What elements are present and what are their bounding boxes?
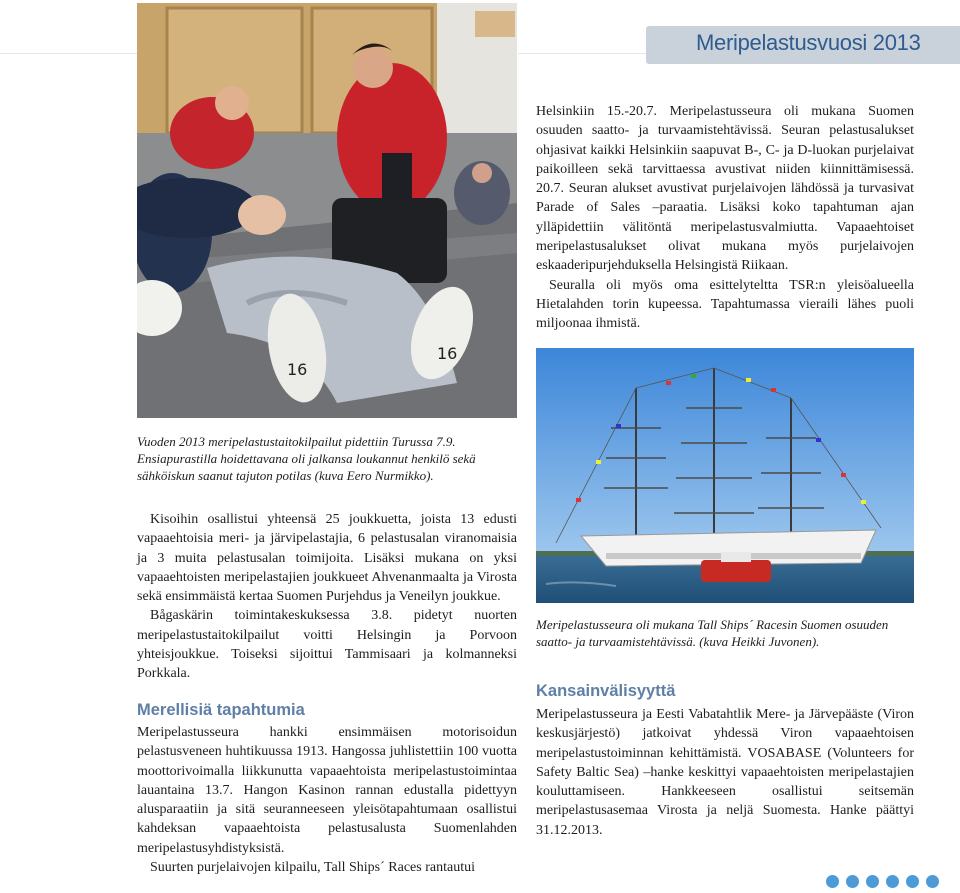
- top-right-paragraph-1: Helsinkiin 15.-20.7. Meripelastusseura oli mukana Suomen osuuden saatto- ja turvaamistehtävissä. Seuran pelastusalukset ohjasivat kaikki Helsinkiin saapuvat B-, C- ja D-luokan purjelaivat paikoilleen sekä tarvittaessa avustivat niiden kiinnittämisessä. 20.7. Seuran alukset avustivat purjelaivojen lähdössä ja turvasivat Parade of Sales –paraatia. Lisäksi koko tapahtuman ajan ylläpidettiin välitöntä meripelastusvalmiutta. Vapaaehtoiset meripelastusalukset olivat mukana myös purjelaivojen eskaaderipurjehduksella Helsingistä Riikaan.: [536, 104, 914, 274]
- international-text: [536, 705, 914, 840]
- photo-rescue-competition-image: [137, 3, 517, 418]
- shoe-number-right: 16: [437, 344, 458, 363]
- left-paragraph-1: Kisoihin osallistui yhteensä 25 joukkuetta, joista 13 edusti vapaaehtoisia meri- ja järvipelastajia, 6 pelastusalan viranomaisia ja 3 muita pelastusalan toimijoita. Lisäksi mukana on yksi vapaaehtoisten meripelastajien joukkueet Ahvenanmaalta ja Virosta sekä ensimmäistä kertaa Suomen Purjehdus ja Veneilyn joukkue.: [137, 512, 517, 605]
- photo-rescue-competition: [137, 3, 517, 418]
- top-rule: [0, 53, 137, 54]
- sea-events-paragraph-1: Meripelastusseura hankki ensimmäisen motorisoidun pelastusveneen huhtikuussa 1913. Hangossa juhlistettiin 100 vuotta moottorivoimalla liikkunutta vapaaehtoista meripelastustoimintaa lauantaina 13.7. Hangon Kasinon rannan edustalla pidettyyn alusparaatiin ja sitä seuranneeseen yleisötapahtumaan osallistui kahdeksan vapaaehtoista pelastusalusta Suomenlahden meripelastusyhdistyksistä.: [137, 725, 517, 856]
- dot: [906, 875, 919, 888]
- caption-left-text: Vuoden 2013 meripelastustaitokilpailut pidettiin Turussa 7.9. Ensiapurastilla hoidettavana oli jalkansa loukannut henkilö sekä sähköiskun saanut tajuton potilas (kuva Eero Nurmikko).: [137, 434, 476, 483]
- dot: [926, 875, 939, 888]
- sea-events-text: [137, 723, 517, 877]
- international-paragraph-1: Meripelastusseura ja Eesti Vabatahtlik Mere- ja Järvepääste (Viron keskusjärjestö) jatkoivat yhdessä Viron vapaaehtoisen meripelastustoiminnan kehittämistä. VOSABASE (Volunteers for Safety Baltic Sea) –hanke keskittyi vapaaehtoisten meripelastajien kouluttamiseen. Hankkeeseen osallistui seitsemän meripelastusasemaa Virosta ja neljä Suomesta. Hanke päättyi 31.12.2013.: [536, 707, 914, 838]
- heading-sea-events: Merellisiä tapahtumia: [137, 701, 305, 719]
- page-title: Meripelastusvuosi 2013: [696, 30, 921, 55]
- dot: [826, 875, 839, 888]
- top-right-paragraph-2: Seuralla oli myös oma esittelyteltta TSR:n yleisöalueella Hietalahden torin kupeessa. Tapahtumassa vieraili lähes puoli miljoonaa ihmistä.: [536, 277, 914, 332]
- decorative-dots: [826, 875, 939, 888]
- caption-right-text: Meripelastusseura oli mukana Tall Ships´ Racesin Suomen osuuden saatto- ja turvaamistehtävissä. (kuva Heikki Juvonen).: [536, 617, 889, 649]
- dot: [866, 875, 879, 888]
- caption-rescue-competition: [137, 433, 521, 484]
- dot: [886, 875, 899, 888]
- dot: [846, 875, 859, 888]
- photo-tall-ship: [536, 348, 914, 603]
- top-rule-right: [518, 53, 646, 54]
- sea-events-paragraph-2: Suurten purjelaivojen kilpailu, Tall Ships´ Races rantautui: [150, 860, 475, 876]
- heading-international: Kansainvälisyyttä: [536, 682, 676, 700]
- left-text: [137, 510, 517, 684]
- left-paragraph-2: Bågaskärin toimintakeskuksessa 3.8. pidetyt nuorten meripelastustaitokilpailut voitti Helsingin ja Porvoon yhteisjoukkue. Toiseksi sijoittui Tammisaari ja kolmanneksi Porkkala.: [137, 608, 517, 682]
- caption-tall-ship: [536, 616, 921, 650]
- photo-tall-ship-image: [536, 348, 914, 603]
- top-right-text: [536, 102, 914, 334]
- shoe-number-left: 16: [287, 360, 308, 379]
